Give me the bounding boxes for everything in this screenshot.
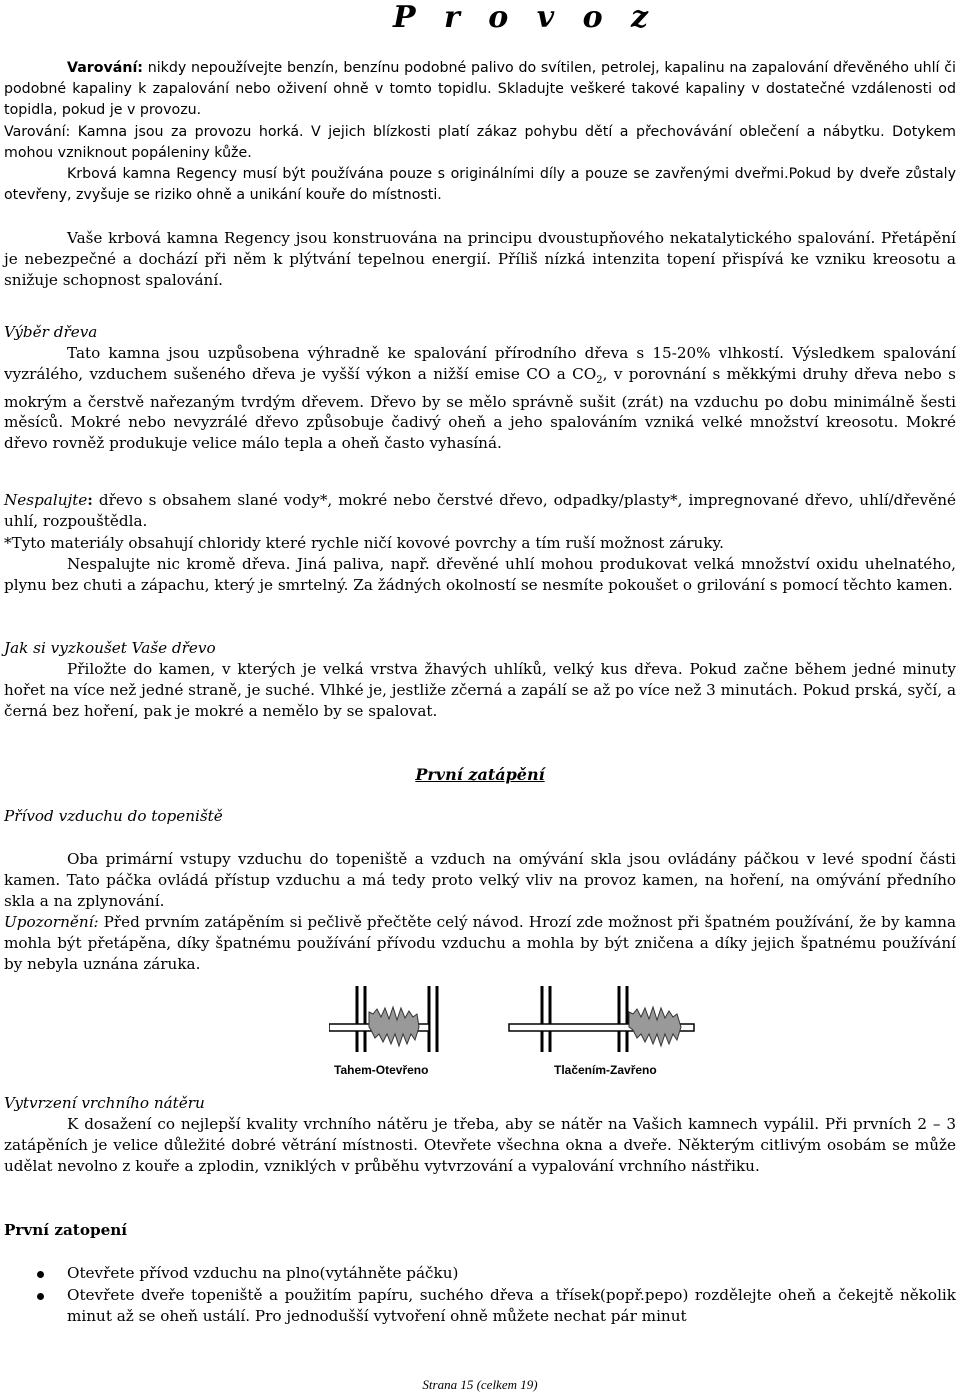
- page-footer: Strana 15 (celkem 19): [422, 1377, 538, 1392]
- wood-choice-text-b: , v porovnání s měkkými druhy dřeva nebo s mokrým a čerstvě nařezaným tvrdým dřevem. Dřevo by se mělo správně sušit (zrát) na vzduchu po dobu minimálně šesti měsíců. Mokré nebo nevyzrálé dřevo způsobuje čadivý oheň a jeho spalováním vzniká velké množství kreosotu. Mokré dřevo rovněž produkuje velice málo tepla a oheň často vyhasíná.: [4, 364, 956, 453]
- warning-fuel: [4, 58, 956, 120]
- air-lever-diagram-svg: [329, 984, 704, 1084]
- do-not-burn-paragraph: [4, 490, 956, 532]
- warning-original-parts: Krbová kamna Regency musí být používána pouze s originálními díly a pouze se zavřenými dveřmi.Pokud by dveře zůstaly otevřeny, zvyšuje se riziko ohně a unikání kouře do místnosti.: [4, 166, 956, 203]
- lever-closed-drawing: [509, 986, 694, 1052]
- warning-hot: Varování: Kamna jsou za provozu horká. V jejich blízkosti platí zákaz pohybu dětí a přechovávání oblečení a nábytku. Dotykem mohou vzniknout popáleniny kůže.: [4, 124, 956, 161]
- wood-choice-text-a: Tato kamna jsou uzpůsobena výhradně ke spalování přírodního dřeva s 15-20% vlhkostí. Výsledkem spalování vyzrálého, vzduchem sušeného dřeva je vyšší výkon a nižší emise CO a CO: [4, 344, 956, 383]
- coating-text: K dosažení co nejlepší kvality vrchního nátěru je třeba, aby se nátěr na Vašich kamnech vypálil. Při prvních 2 – 3 zatápěních je velice důležité dobré větrání místnosti. Otevřete všechna okna a dveře. Některým citlivým osobám se může udělat nevolno z kouře a zplodin, vzniklých v průběhu vytvrzování a vypalování vrchního nástřiku.: [4, 1115, 956, 1175]
- warning-label: Varování:: [67, 60, 143, 76]
- lever-open-label: Tahem-Otevřeno: [334, 1063, 429, 1077]
- notice-text: Před prvním zatápěním si pečlivě přečtěte celý návod. Hrozí zde možnost při špatném používání, že by kamna mohla být přetápěna, díky špatnému používání přívodu vzduchu a mohla by být zničena a díky jejich špatnému používání by nebyla uznána záruka.: [4, 913, 956, 973]
- coating-heading: Vytvrzení vrchního nátěru: [4, 1094, 205, 1112]
- intro-paragraph: Vaše krbová kamna Regency jsou konstruována na principu dvoustupňového nekatalytického spalování. Přetápění je nebezpečné a dochází při něm k plýtvání tepelnou energií. Příliš nízká intenzita topení přispívá ke vzniku kreosotu a snižuje schopnost spalování.: [4, 229, 956, 289]
- do-not-burn-text2: Nespalujte nic kromě dřeva. Jiná paliva, např. dřevěné uhlí mohou produkovat velká množství oxidu uhelnatého, plynu bez chuti a zápachu, který je smrtelný. Za žádných okolností se nesmíte pokoušet o grilování s pomocí těchto kamen.: [4, 555, 956, 594]
- first-fire-list: [4, 1263, 956, 1328]
- list-item: Otevřete dveře topeniště a použitím papíru, suchého dřeva a třísek(popř.pepo) rozdělejte oheň a čekejtě několik minut až se oheň ustálí. Pro jednodušší vytvoření ohně můžete nechat pár minut: [4, 1285, 956, 1328]
- do-not-burn-label: Nespalujte: [4, 491, 88, 509]
- notice-label: Upozornění:: [4, 913, 99, 931]
- wood-choice-heading: Výběr dřeva: [4, 323, 98, 341]
- air-supply-heading: Přívod vzduchu do topeniště: [4, 807, 223, 825]
- air-lever-diagram: [329, 984, 704, 1084]
- test-wood-text: Přiložte do kamen, v kterých je velká vrstva žhavých uhlíků, velký kus dřeva. Pokud začne během jedné minuty hořet na více než jedné straně, je suché. Vlhké je, jestliže zčerná a zapálí se až po více než 3 minutách. Pokud prská, syčí, a černá bez hoření, pak je mokré a nemělo by se spalovat.: [4, 660, 956, 720]
- do-not-burn-colon: :: [87, 491, 93, 509]
- lever-open-drawing: [329, 986, 437, 1052]
- page-title: P r o v o z: [393, 0, 658, 35]
- do-not-burn-text: dřevo s obsahem slané vody*, mokré nebo čerstvé dřevo, odpadky/plasty*, impregnované dřevo, uhlí/dřevěné uhlí, rozpouštědla.: [4, 491, 956, 530]
- lever-closed-label: Tlačením-Zavřeno: [554, 1063, 657, 1077]
- air-supply-notice: [4, 912, 956, 974]
- warning-fuel-text: nikdy nepoužívejte benzín, benzínu podobné palivo do svítilen, petrolej, kapalinu na zapalování dřevěného uhlí či podobné kapaliny k zapalování nebo oživení ohně v tomto topidlu. Skladujte veškeré takové kapaliny v dostatečné vzdálenosti od topidla, pokud je v provozu.: [4, 60, 956, 118]
- air-supply-text: Oba primární vstupy vzduchu do topeniště a vzduch na omývání skla jsou ovládány páčkou v levé spodní části kamen. Tato páčka ovládá přístup vzduchu a má tedy proto velký vliv na provoz kamen, na hoření, na omývání předního skla a na zplynování.: [4, 850, 956, 910]
- first-fire-heading: První zatopení: [4, 1221, 128, 1239]
- test-wood-heading: Jak si vyzkoušet Vaše dřevo: [4, 639, 216, 657]
- first-firing-heading: První zatápění: [415, 765, 545, 784]
- wood-choice-text: [4, 343, 956, 454]
- co2-subscript: 2: [596, 374, 603, 386]
- do-not-burn-note: *Tyto materiály obsahují chloridy které rychle ničí kovové povrchy a tím ruší možnost záruky.: [4, 534, 724, 552]
- list-item: Otevřete přívod vzduchu na plno(vytáhněte páčku): [4, 1263, 956, 1285]
